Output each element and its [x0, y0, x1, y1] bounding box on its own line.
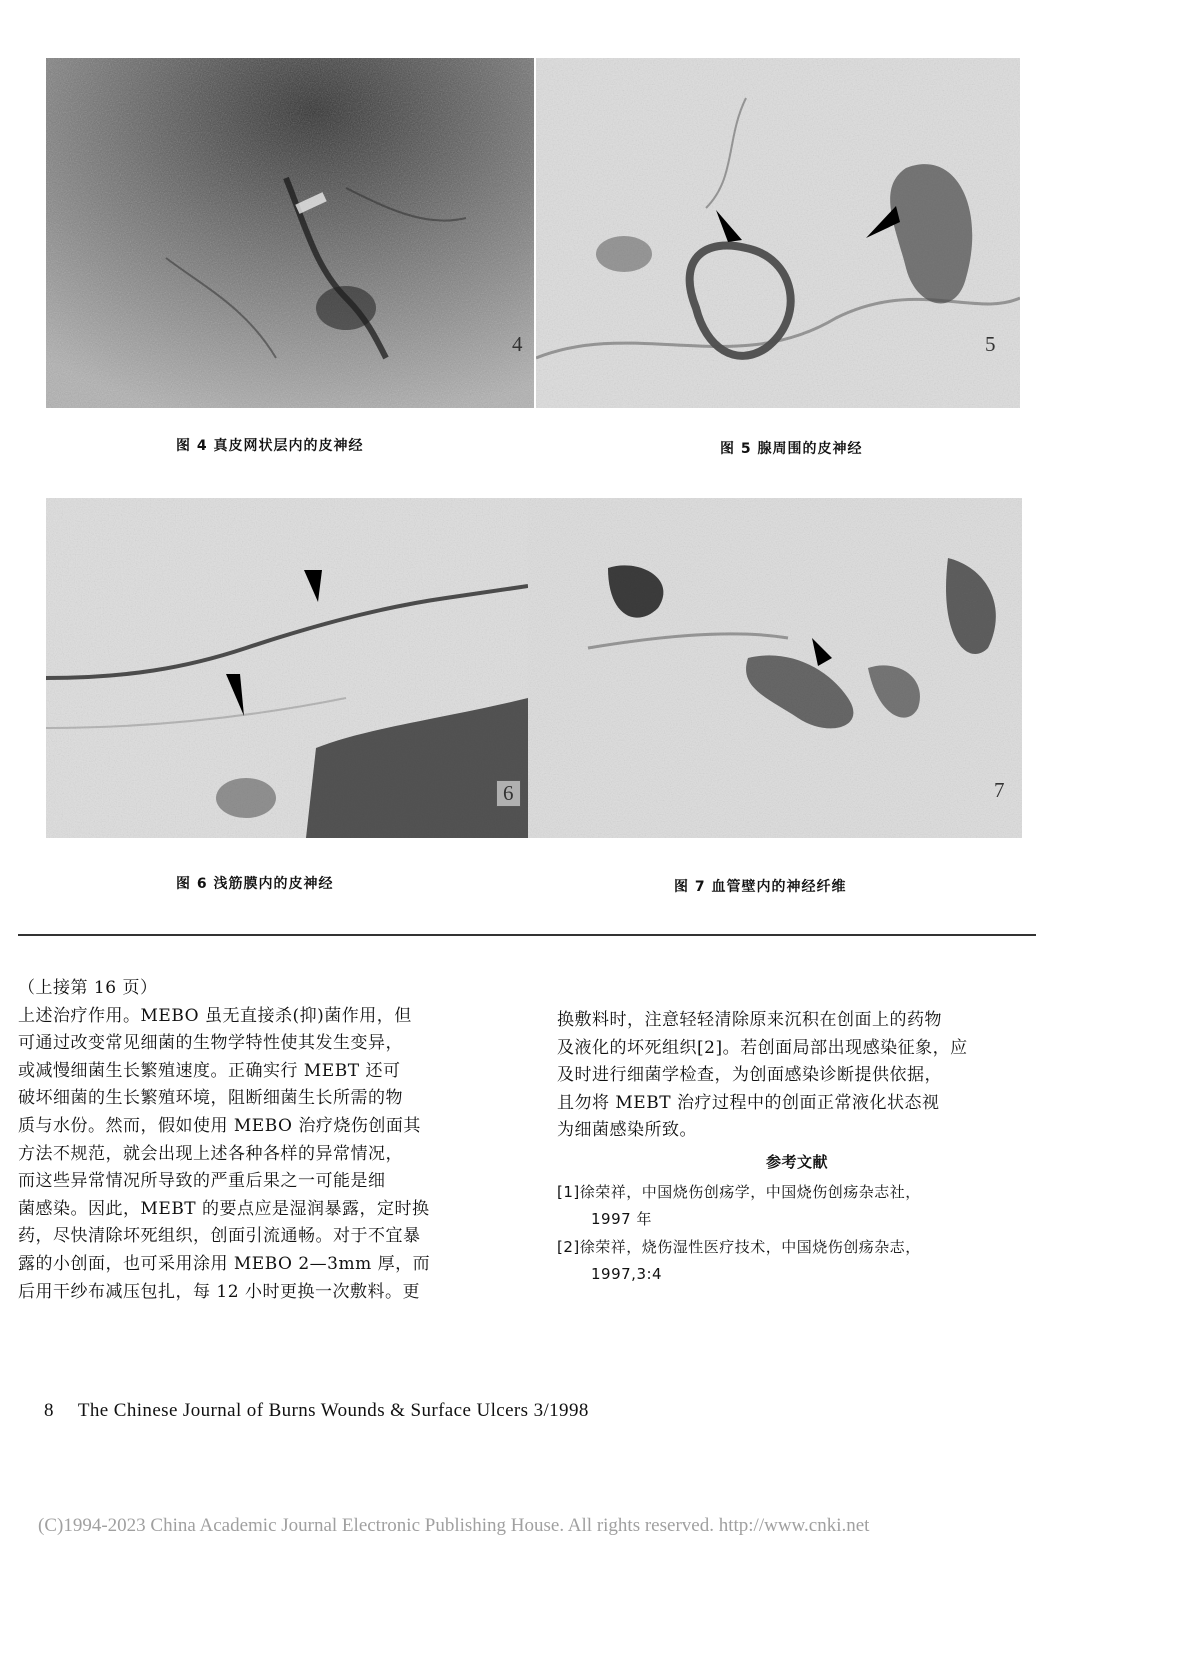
figure-4-caption: 图 4 真皮网状层内的皮神经 — [176, 438, 364, 454]
text-line: 或减慢细菌生长繁殖速度。正确实行 MEBT 还可 — [18, 1060, 401, 1081]
text-line: 为细菌感染所致。 — [557, 1120, 697, 1141]
text-line: 破坏细菌的生长繁殖环境，阻断细菌生长所需的物 — [18, 1088, 403, 1109]
figure-4-micrograph — [46, 58, 534, 408]
text-line: 及时进行细菌学检查，为创面感染诊断提供依据， — [557, 1065, 942, 1086]
figure-7-number: 7 — [994, 778, 1005, 802]
figure-5-caption: 图 5 腺周围的皮神经 — [720, 441, 863, 457]
text-line: 上述治疗作用。MEBO 虽无直接杀(抑)菌作用，但 — [18, 1005, 412, 1026]
reference-item: [2]徐荣祥，烧伤湿性医疗技术，中国烧伤创疡杂志， 1997,3:4 — [557, 1237, 921, 1284]
text-line: 而这些异常情况所导致的严重后果之一可能是细 — [18, 1171, 386, 1192]
figure-4-number: 4 — [512, 332, 523, 356]
text-line: 换敷料时，注意轻轻清除原来沉积在创面上的药物 — [557, 1010, 942, 1030]
text-line: 菌感染。因此，MEBT 的要点应是湿润暴露，定时换 — [18, 1198, 430, 1219]
text-line: 且勿将 MEBT 治疗过程中的创面正常液化状态视 — [557, 1092, 940, 1113]
continued-note: （上接第 16 页） — [18, 978, 158, 998]
text-line: 方法不规范，就会出现上述各种各样的异常情况， — [18, 1143, 403, 1164]
figure-7-caption: 图 7 血管壁内的神经纤维 — [674, 879, 847, 895]
figure-5-micrograph — [536, 58, 1020, 408]
text-line: 质与水份。然而，假如使用 MEBO 治疗烧伤创面其 — [18, 1115, 421, 1136]
section-divider — [18, 934, 1036, 936]
body-text-left-column — [18, 975, 518, 1306]
figure-6-number: 6 — [496, 780, 521, 807]
figure-6-micrograph — [46, 498, 528, 838]
figure-5-number: 5 — [985, 332, 996, 356]
references-title: 参考文献 — [765, 1152, 828, 1171]
page-number: 8 — [44, 1400, 54, 1421]
text-line: 及液化的坏死组织[2]。若创面局部出现感染征象，应 — [557, 1037, 968, 1058]
journal-name: The Chinese Journal of Burns Wounds & Surface Ulcers 3/1998 — [77, 1400, 589, 1421]
text-line: 可通过改变常见细菌的生物学特性使其发生变异， — [18, 1033, 403, 1054]
copyright-notice: (C)1994-2023 China Academic Journal Electronic Publishing House. All rights reserved. http://www.cnki.net — [38, 1515, 870, 1536]
figure-6-caption: 图 6 浅筋膜内的皮神经 — [176, 876, 334, 892]
text-line: 药，尽快清除坏死组织，创面引流通畅。对于不宜暴 — [18, 1226, 421, 1247]
text-line: 后用干纱布减压包扎，每 12 小时更换一次敷料。更 — [18, 1281, 420, 1302]
text-line: 露的小创面，也可采用涂用 MEBO 2—3mm 厚，而 — [18, 1253, 431, 1274]
figure-7-micrograph — [528, 498, 1022, 838]
body-text-right-column — [557, 1007, 1037, 1289]
reference-item: [1]徐荣祥，中国烧伤创疡学，中国烧伤创疡杂志社， 1997 年 — [557, 1182, 921, 1229]
page-footer — [44, 1400, 589, 1422]
